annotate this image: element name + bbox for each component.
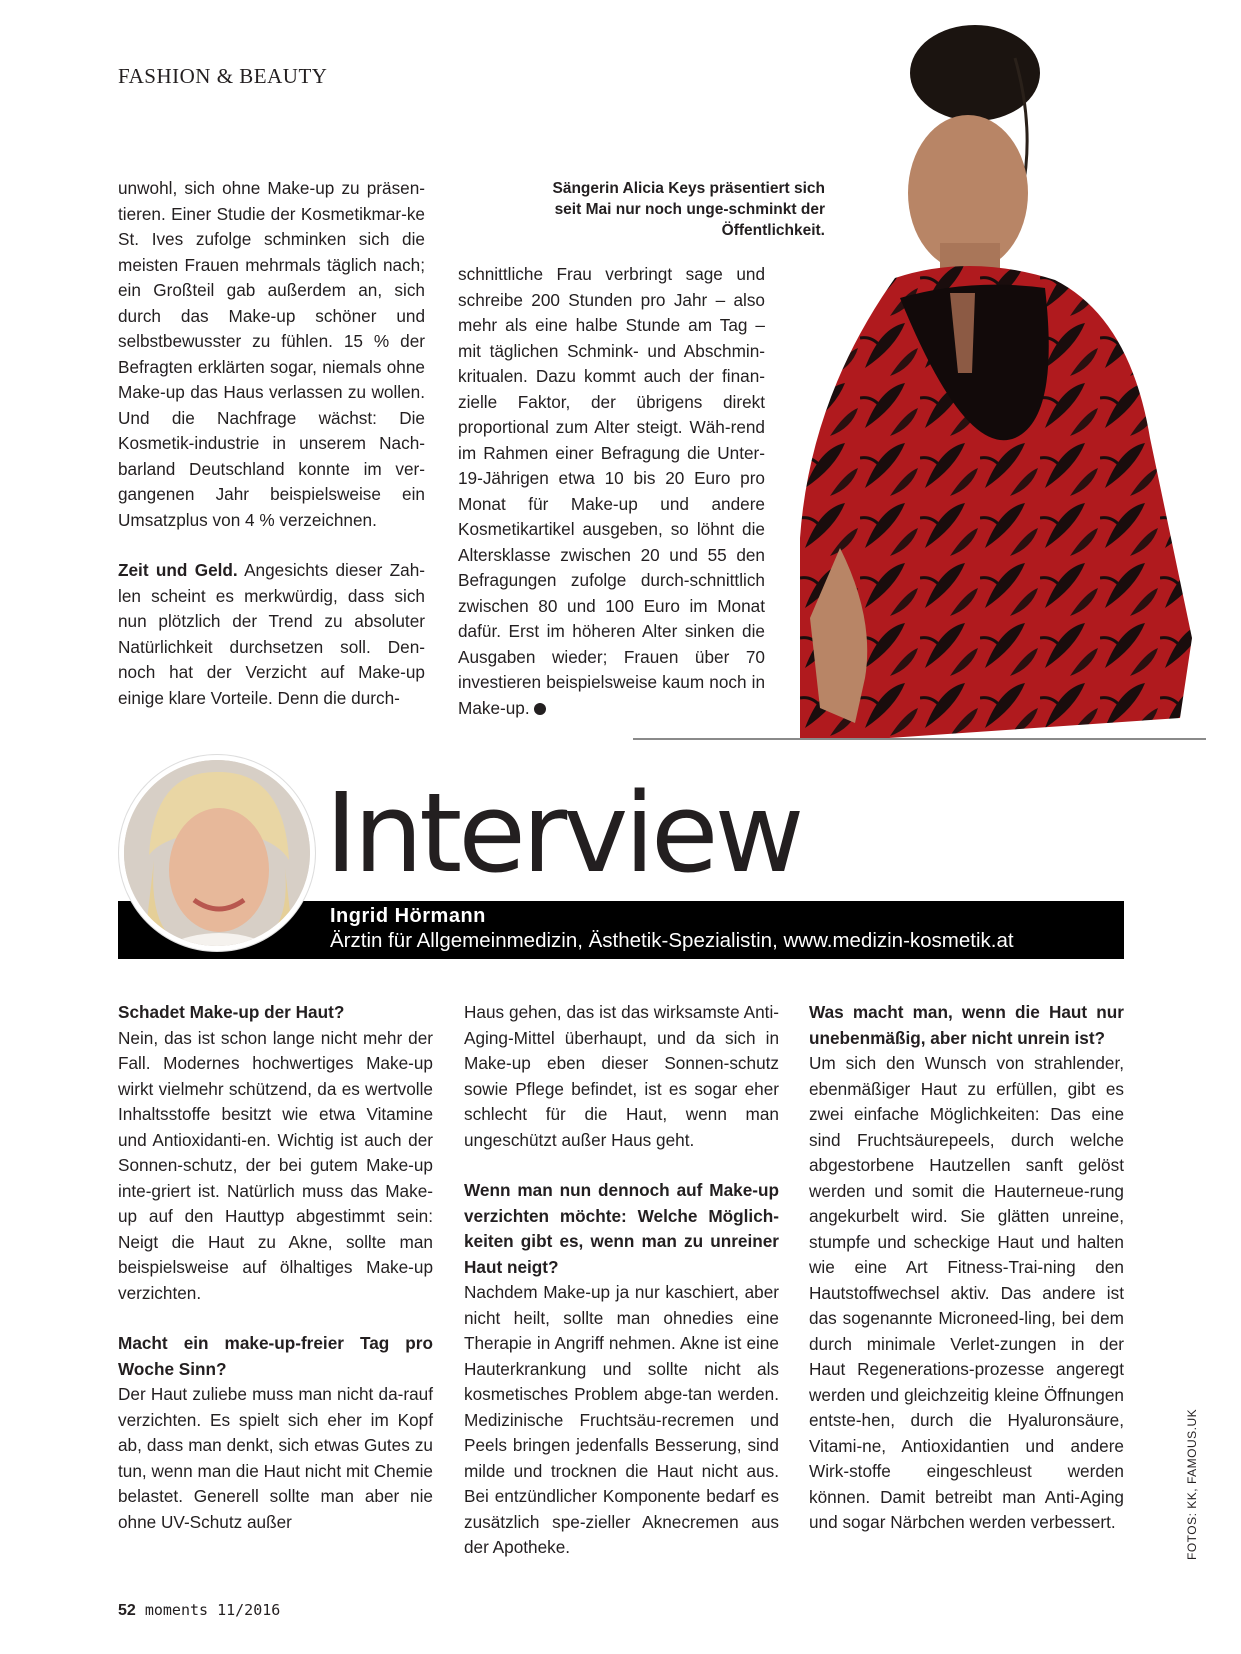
interview-column-1 bbox=[118, 1000, 433, 1535]
qa-block bbox=[118, 1000, 433, 1306]
question: Macht ein make-up-freier Tag pro Woche Sinn? bbox=[118, 1333, 433, 1379]
paragraph-text: Angesichts dieser Zah-len scheint es merkwürdig, dass sich nun plötzlich der Trend zu absoluter Natürlichkeit durchsetzen soll. Den-noch hat der Verzicht auf Make-up einige klare Vorteile. Denn die durch- bbox=[118, 560, 425, 708]
answer: Der Haut zuliebe muss man nicht da-rauf verzichten. Es spielt sich eher im Kopf ab, dass man denkt, sich etwas Gutes zu tun, wenn man die Haut nicht mit Chemie belastet. Generell sollte man aber nie ohne UV-Schutz außer bbox=[118, 1384, 433, 1532]
answer: Nachdem Make-up ja nur kaschiert, aber nicht heilt, sollte man ohnedies eine Therapie in Angriff nehmen. Akne ist eine Hauterkrankung und sollte nicht als kosmetisches Problem abge-tan werden. Medizinische Fruchtsäu-recremen und Peels bringen jedenfalls Besserung, sind milde und trocknen die Haut nicht aus. Bei entzündlicher Komponente bedarf es zusätzlich spe-zieller Aknecremen aus der Apotheke. bbox=[464, 1282, 779, 1557]
answer: Um sich den Wunsch von strahlender, ebenmäßiger Haut zu erfüllen, gibt es zwei einfache Möglichkeiten: Das eine sind Fruchtsäurepeels, durch welche abgestorbene Hautzellen sanft gelöst werden und somit die Hauterneue-rung angekurbelt wird. Sie glätten unreine, stumpfe und scheckige Haut und halten wie eine Art Fitness-Trai-ning den Hautstoffwechsel aktiv. Das andere ist das sogenannte Microneed-ling, bei dem durch minimale Verlet-zungen in der Haut Regenerations-prozesse angeregt werden und gleichzeitig kleine Öffnungen entste-hen, durch die Hyaluronsäure, Vitami-ne, Antioxidantien und andere Wirk-stoffe eingeschleust werden können. Damit betreibt man Anti-Aging und sogar Närbchen werden verbessert. bbox=[809, 1053, 1124, 1532]
paragraph: unwohl, sich ohne Make-up zu präsen-tieren. Einer Studie der Kosmetikmar-ke St. Ives zufolge schminken sich die meisten Frauen mehrmals täglich nach; ein Großteil gab außerdem an, sich durch das Make-up schöner und selbstbewusster zu fühlen. 15 % der Befragten erklärten sogar, niemals ohne Make-up das Haus verlassen zu wollen. Und die Nachfrage wächst: Die Kosmetik-industrie in unserem Nach-barland Deutschland konnte im ver-gangenen Jahr beispielsweise ein Umsatzplus von 4 % verzeichnen. bbox=[118, 178, 425, 530]
paragraph bbox=[458, 262, 765, 721]
qa-block bbox=[118, 1331, 433, 1535]
article-column-2 bbox=[458, 262, 765, 721]
interview-title: Interview bbox=[325, 769, 801, 897]
paragraph bbox=[118, 558, 425, 711]
portrait-ingrid-hoermann bbox=[119, 755, 315, 951]
section-header: FASHION & BEAUTY bbox=[118, 64, 328, 88]
answer: Nein, das ist schon lange nicht mehr der Fall. Modernes hochwertiges Make-up wirkt vielmehr schützend, da es wertvolle Inhaltsstoffe besitzt wie etwa Vitamine und Antioxidanti-en. Wichtig ist auch der Sonnen-schutz, der bei gutem Make-up inte-griert ist. Natürlich muss das Make-up auf den Hauttyp abgestimmt sein: Neigt die Haut zu Akne, sollte man beispielsweise auf ölhaltiges Make-up verzichten. bbox=[118, 1027, 433, 1303]
page-number: 52 bbox=[118, 1602, 136, 1619]
answer: Haus gehen, das ist das wirksamste Anti-Aging-Mittel überhaupt, und da sich in Make-up eben dieser Sonnen-schutz sowie Pflege befindet, ist es sogar eher schlecht für die Haut, wenn man ungeschützt außer Haus geht. bbox=[464, 1002, 779, 1150]
end-mark-icon bbox=[534, 703, 546, 715]
article-column-1 bbox=[118, 176, 425, 711]
magazine-issue: moments 11/2016 bbox=[144, 1601, 281, 1619]
photo-alicia-keys bbox=[800, 18, 1241, 740]
question: Schadet Make-up der Haut? bbox=[118, 1002, 345, 1022]
interview-column-3 bbox=[809, 1000, 1124, 1536]
interviewee-name: Ingrid Hörmann bbox=[330, 905, 486, 927]
interview-column-2 bbox=[464, 1000, 779, 1561]
qa-block bbox=[464, 1178, 779, 1561]
qa-block bbox=[809, 1000, 1124, 1536]
divider bbox=[633, 738, 1206, 740]
question: Wenn man nun dennoch auf Make-up verzichten möchte: Welche Möglich-keiten gibt es, wenn man zu unreiner Haut neigt? bbox=[464, 1180, 779, 1277]
hair bbox=[910, 25, 1040, 121]
question: Was macht man, wenn die Haut nur unebenmäßig, aber nicht unrein ist? bbox=[809, 1002, 1124, 1048]
interviewee-role: Ärztin für Allgemeinmedizin, Ästhetik-Spezialistin, www.medizin-kosmetik.at bbox=[330, 929, 1014, 952]
photo-credit: FOTOS: KK, FAMOUS.UK bbox=[1185, 1408, 1199, 1560]
paragraph-text: schnittliche Frau verbringt sage und schreibe 200 Stunden pro Jahr – also mehr als eine halbe Stunde am Tag – mit täglichen Schmink- und Abschmin-kritualen. Dazu kommt auch der finan-zielle Faktor, der übrigens direkt proportional zum Alter steigt. Wäh-rend im Rahmen einer Befragung die Unter-19-Jährigen etwa 10 bis 20 Euro pro Monat für Make-up und andere Kosmetikartikel ausgeben, so löhnt die Altersklasse zwischen 20 und 55 den Befragungen zufolge durch-schnittlich zwischen 80 und 100 Euro im Monat dafür. Erst im höheren Alter sinken die Ausgaben wieder; Frauen über 70 investieren beispielsweise kaum noch in Make-up. bbox=[458, 264, 765, 718]
page-footer bbox=[118, 1601, 280, 1620]
subheading: Zeit und Geld. bbox=[118, 560, 238, 580]
photo-caption: Sängerin Alicia Keys präsentiert sich seit Mai nur noch unge-schminkt der Öffentlichkeit. bbox=[552, 180, 825, 239]
